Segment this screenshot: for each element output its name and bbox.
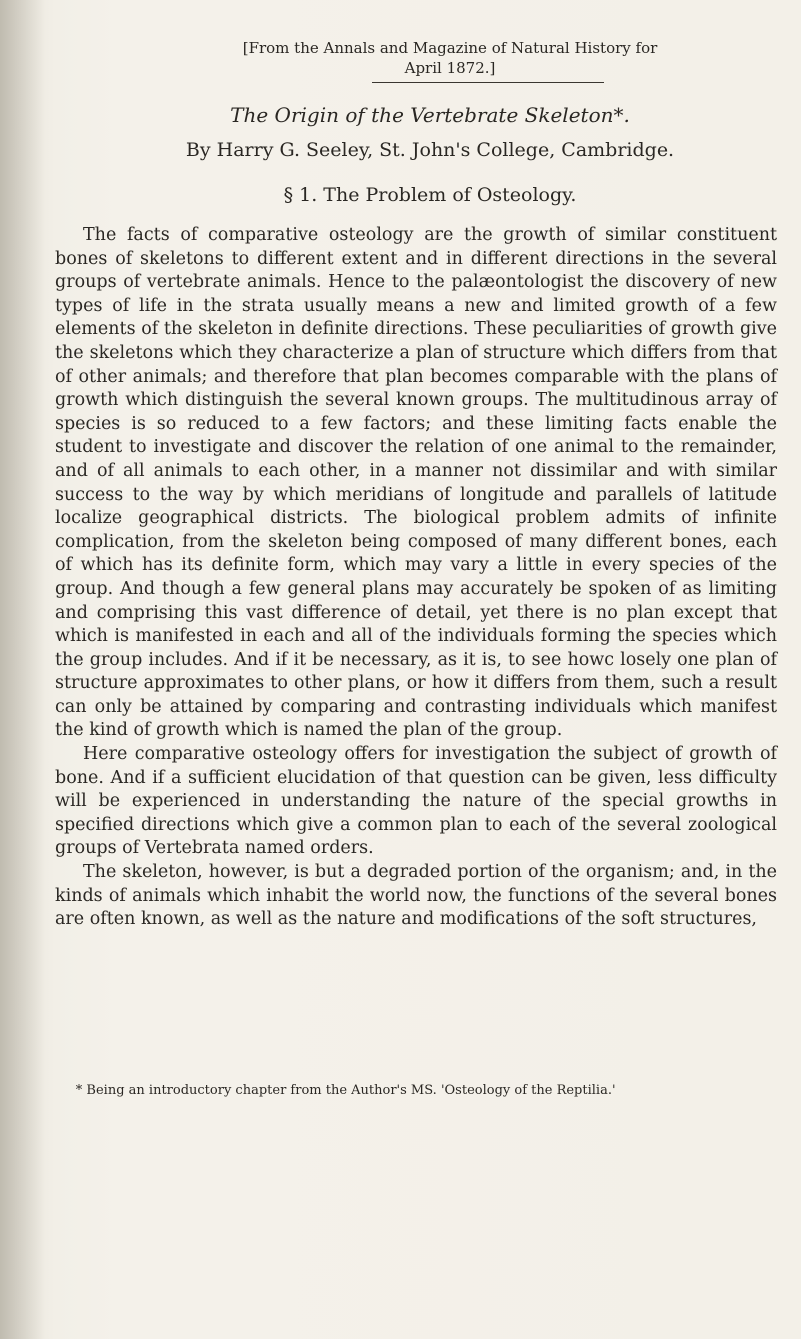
- section-heading: § 1. The Problem of Osteology.: [283, 184, 577, 206]
- paragraph: The facts of comparative osteology are the growth of similar constituent bones of skeletons to different extent and in different directions in the several groups of vertebrate animals. Hence to the palæontologist the discovery of new types of life in the strata usually means a new and limited growth of a few elements of the skeleton in definite directions. These peculiarities of growth give the skeletons which they characterize a plan of structure which differs from that of other animals; and therefore that plan becomes comparable with the plans of growth which distinguish the several known groups. The multitudinous array of species is so reduced to a few factors; and these limiting facts enable the student to investigate and discover the relation of one animal to the remainder, and of all animals to each other, in a manner not dissimilar and with similar success to the way by which meridians of longitude and parallels of latitude localize geographical districts. The biological problem admits of infinite complication, from the skeleton being composed of many different bones, each of which has its definite form, which may vary a little in every species of the group. And though a few general plans may accurately be spoken of as limiting and comprising this vast difference of detail, yet there is no plan except that which is manifested in each and all of the individuals forming the species which the group includes. And if it be necessary, as it is, to see howc losely one plan of structure approximates to other plans, or how it differs from them, such a result can only be attained by comparing and contrasting individuals which manifest the kind of growth which is named the plan of the group.: [55, 225, 777, 741]
- header-line-1: [From the Annals and Magazine of Natural History for: [242, 39, 658, 57]
- paragraph: Here comparative osteology offers for investigation the subject of growth of bone. And if a sufficient elucidation of that question can be given, less difficulty will be experienced in understanding the nature of the special growths in specified directions which give a common plan to each of the several zoological groups of Vertebrata named orders.: [55, 744, 777, 859]
- reprint-header: [150, 38, 750, 78]
- article-title: The Origin of the Vertebrate Skeleton*.: [230, 103, 630, 127]
- author-byline: By Harry G. Seeley, St. John's College, Cambridge.: [185, 139, 675, 161]
- article-body: [55, 224, 777, 932]
- footnote: * Being an introductory chapter from the Author's MS. 'Osteology of the Reptilia.': [75, 1083, 616, 1098]
- header-rule: [372, 82, 604, 83]
- header-line-2: April 1872.]: [404, 59, 496, 77]
- paragraph: The skeleton, however, is but a degraded portion of the organism; and, in the kinds of animals which inhabit the world now, the functions of the several bones are often known, as well as the nature and modifications of the soft structures,: [55, 862, 777, 930]
- page-edge-shadow: [0, 0, 45, 1339]
